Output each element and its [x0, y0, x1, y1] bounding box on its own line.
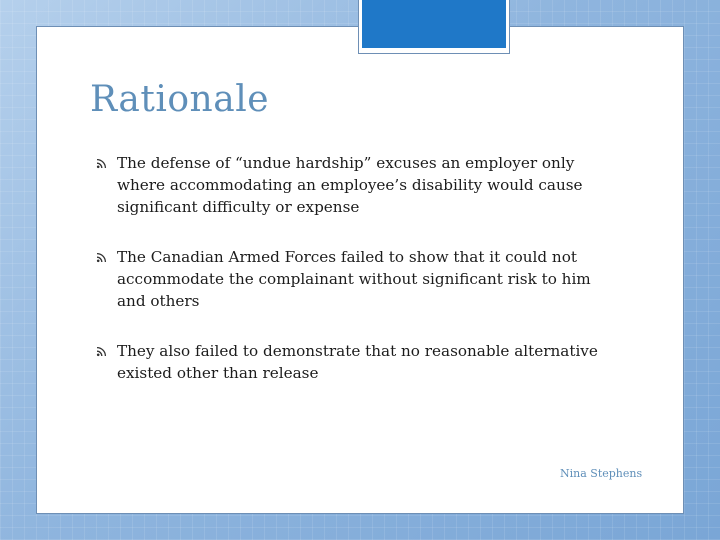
bullet-item: [96, 152, 616, 218]
bullet-item: [96, 246, 616, 312]
wifi-signal-icon: [96, 345, 108, 357]
bullet-item: [96, 340, 616, 384]
wifi-signal-icon: [96, 251, 108, 263]
header-accent-block: [362, 0, 506, 48]
footer-author: Nina Stephens: [560, 467, 643, 480]
bullet-text: They also failed to demonstrate that no reasonable alternative existed other than release: [117, 342, 598, 382]
bullet-text: The Canadian Armed Forces failed to show that it could not accommodate the complainant without significant risk to him and others: [117, 248, 591, 310]
bullet-text: The defense of “undue hardship” excuses an employer only where accommodating an employee’s disability would cause significant difficulty or expense: [117, 154, 583, 216]
bullet-list: [96, 152, 616, 384]
wifi-signal-icon: [96, 157, 108, 169]
slide-title: Rationale: [90, 79, 270, 120]
